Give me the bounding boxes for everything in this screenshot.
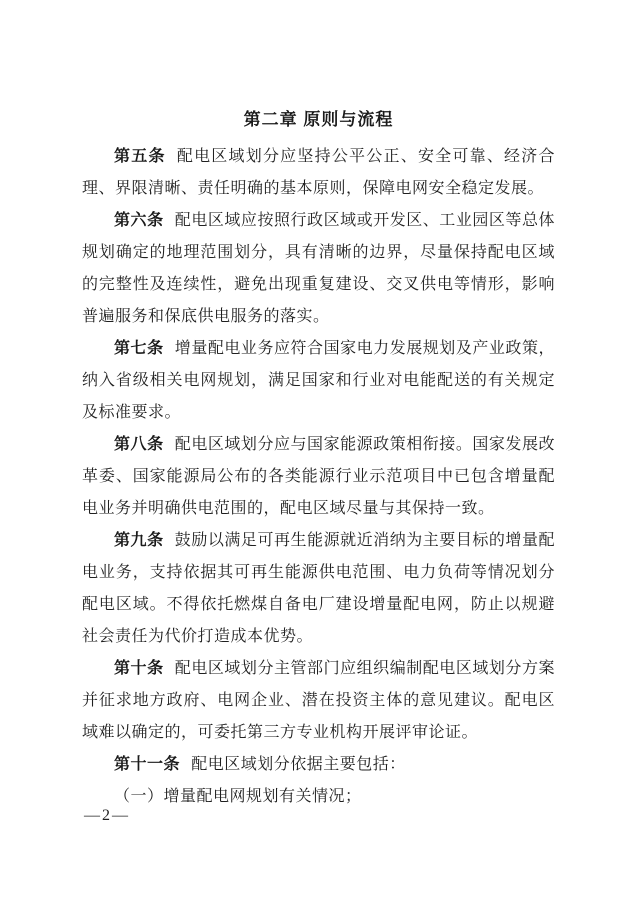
- page-content: [82, 106, 555, 813]
- article-5-paragraph: [82, 141, 555, 205]
- article-10-text: 配电区域划分主管部门应组织编制配电区域划分方案并征求地方政府、电网企业、潜在投资主体的意见建议。配电区域难以确定的，可委托第三方专业机构开展评审论证。: [82, 660, 555, 741]
- article-9-text: 鼓励以满足可再生能源就近消纳为主要目标的增量配电业务，支持依据其可再生能源供电范围、电力负荷等情况划分配电区域。不得依托燃煤自备电厂建设增量配电网，防止以规避社会责任为代价打造成本优势。: [82, 532, 555, 645]
- article-8-label: 第八条: [114, 436, 164, 453]
- page-number: —2—: [84, 807, 130, 824]
- list-item-1-text: （一）增量配电网规划有关情况；: [114, 788, 362, 805]
- article-11-paragraph: [82, 749, 555, 781]
- article-7-paragraph: [82, 333, 555, 429]
- article-9-label: 第九条: [114, 532, 164, 549]
- article-7-text: 增量配电业务应符合国家电力发展规划及产业政策，纳入省级相关电网规划，满足国家和行业对电能配送的有关规定及标准要求。: [82, 340, 555, 421]
- article-11-label: 第十一条: [114, 756, 181, 773]
- article-5-label: 第五条: [114, 148, 166, 165]
- chapter-title: 第二章 原则与流程: [243, 110, 394, 129]
- article-9-paragraph: [82, 525, 555, 653]
- article-6-text: 配电区域应按照行政区域或开发区、工业园区等总体规划确定的地理范围划分，具有清晰的边界，尽量保持配电区域的完整性及连续性，避免出现重复建设、交叉供电等情形，影响普遍服务和保底供电服务的落实。: [82, 212, 555, 325]
- article-8-text: 配电区域划分应与国家能源政策相衔接。国家发展改革委、国家能源局公布的各类能源行业示范项目中已包含增量配电业务并明确供电范围的，配电区域尽量与其保持一致。: [82, 436, 555, 517]
- article-6-paragraph: [82, 205, 555, 333]
- list-item-1: [82, 781, 555, 813]
- article-7-label: 第七条: [114, 340, 164, 357]
- article-11-text: 配电区域划分依据主要包括：: [191, 756, 406, 773]
- article-6-label: 第六条: [114, 212, 164, 229]
- article-8-paragraph: [82, 429, 555, 525]
- article-10-paragraph: [82, 653, 555, 749]
- article-5-text: 配电区域划分应坚持公平公正、安全可靠、经济合理、界限清晰、责任明确的基本原则，保障电网安全稳定发展。: [82, 148, 555, 197]
- article-10-label: 第十条: [114, 660, 164, 677]
